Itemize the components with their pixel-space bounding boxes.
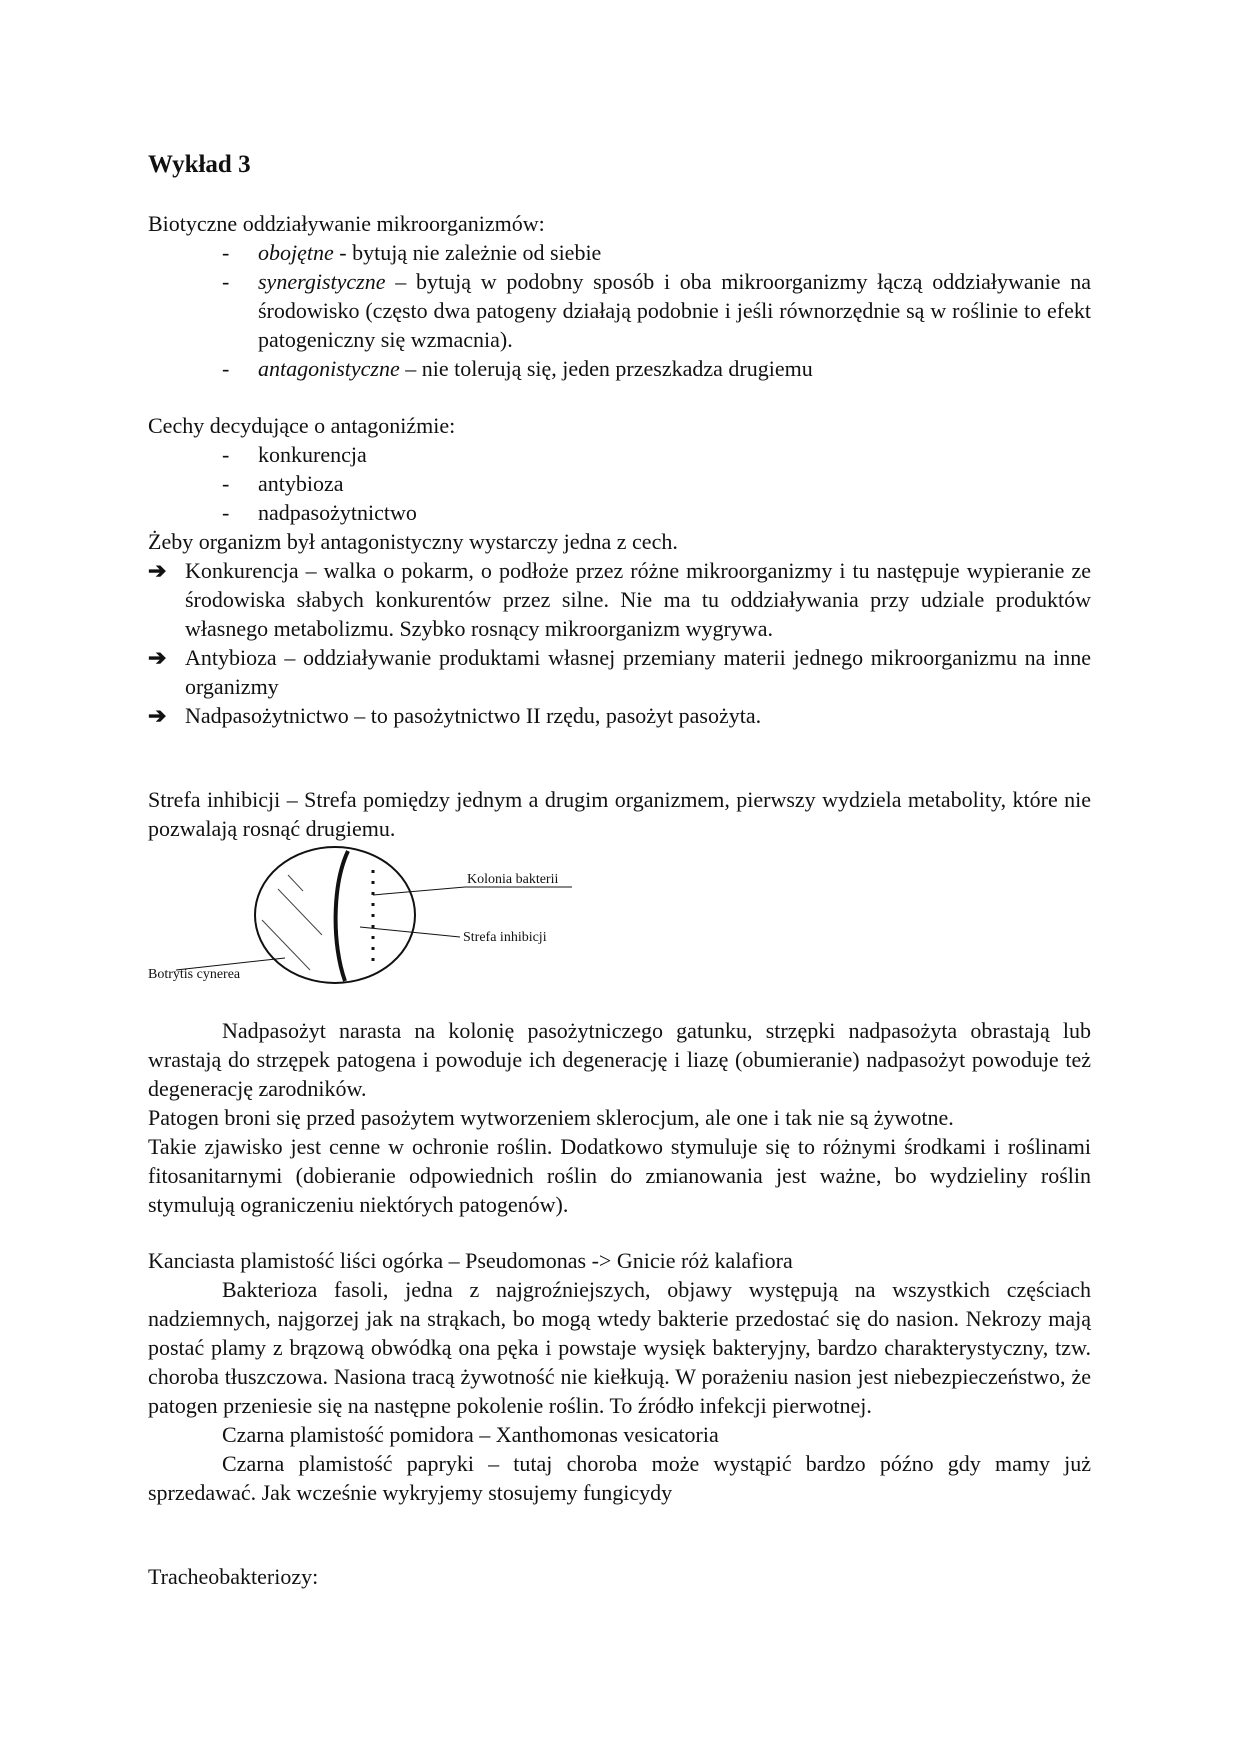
paragraph-start: Czarna plamistość pomidora – [222,1422,496,1447]
item-text: – bytują w podobny sposób i oba mikroorganizmy łączą oddziaływanie na środowisko (często dwa patogeny działają podobnie i jeśli równorzędnie są w roślinie to efekt patogeniczny się wzmacnia). [258,269,1091,352]
item-text: – nie tolerują się, jeden przeszkadza drugiemu [399,356,813,381]
arrow-right-icon: ➔ [148,645,167,670]
hatch-line [288,875,303,891]
list-item [148,238,1091,267]
definition-text: – Strefa pomiędzy jednym a drugim organizmem, pierwszy wydziela metabolity, które nie pozwalają rosnąć drugiemu. [148,787,1091,841]
paragraph [148,1420,1091,1449]
item-text: antybioza [258,471,344,496]
arrow-right-icon: ➔ [148,558,167,583]
bullet-dash: - [222,471,230,496]
section-intro: Cechy decydujące o antagoniźmie: [148,413,456,438]
leader-line-colony [373,887,465,895]
label-zone: Strefa inhibicji [463,930,547,945]
paragraph: Bakterioza fasoli, jedna z najgroźniejszych, objawy występują na wszystkich częściach nadziemnych, najgorzej jak na strąkach, bo mogą wtedy bakterie przedostać się do nasion. Nekrozy mają postać plamy z brązową obwódką ona pęka i powstaje wysięk bakteryjny, bardzo charakterystyczny, tzw. choroba tłuszczowa. Nasiona tracą żywotność nie kiełkują. W porażeniu nasion jest niebezpieczeństwo, że patogen przeniesie się na następne pokolenie roślin. To źródło infekcji pierwotnej. [148,1277,1091,1418]
item-text: – walka o pokarm, o podłoże przez różne mikroorganizmy i tu następuje wypieranie ze środowiska słabych konkurentów przez silne. Nie ma tu oddziaływania przy udziale produktów własnego metabolizmu. Szybko rosnący mikroorganizm wygrywa. [185,558,1091,641]
item-text: – to pasożytnictwo II rzędu, pasożyt pasożyta. [348,703,762,728]
heading-end: -> Gnicie róż kalafiora [586,1248,793,1273]
section-hyperparasite [148,1016,1091,1219]
arrow-item [148,643,1091,701]
section-antagonism [148,411,1091,730]
arrow-item [148,701,1091,730]
inhibition-zone-diagram [140,845,620,985]
list-item [148,469,1091,498]
term: synergistyczne [258,269,386,294]
heading-start: Kanciasta plamistość liści ogórka – [148,1248,466,1273]
list-item [148,267,1091,354]
hatch-line [262,920,310,970]
section-inhibition-zone [148,785,1091,843]
item-text: konkurencja [258,442,367,467]
petri-dish-svg [140,845,620,985]
hatch-line [278,889,322,935]
list-item [148,498,1091,527]
arrow-item [148,556,1091,643]
term: Xanthomonas vesicatoria [495,1422,719,1447]
paragraph: Czarna plamistość papryki – tutaj choroba może wystąpić bardzo późno gdy mamy już sprzedawać. Jak wcześnie wykryjemy stosujemy fungicydy [148,1451,1091,1505]
section-heading [148,1246,1091,1275]
term: Nadpasożytnictwo [185,703,349,728]
term: Pseudomonas [465,1248,587,1273]
list-item [148,440,1091,469]
paragraph: Takie zjawisko jest cenne w ochronie roślin. Dodatkowo stymuluje się to różnymi środkami i roślinami fitosanitarnymi (dobieranie odpowiednich roślin do zmianowania jest ważne, bo wydzieliny roślin stymulują ograniczeniu niektórych patogenów). [148,1134,1091,1217]
lecture-title: Wykład 3 [148,151,251,178]
term: antagonistyczne [258,356,400,381]
term: obojętne [258,240,334,265]
bullet-dash: - [222,356,230,381]
bullet-dash: - [222,269,230,294]
section-bacterioses [148,1246,1091,1507]
bullet-dash: - [222,442,230,467]
bullet-dash: - [222,240,230,265]
section-heading: Tracheobakteriozy: [148,1564,319,1589]
section-biotic-interactions [148,209,1091,383]
section-tracheobacterioses [148,1562,1091,1591]
section-intro: Biotyczne oddziaływanie mikroorganizmów: [148,211,545,236]
label-colony: Kolonia bakterii [467,872,559,887]
arrow-right-icon: ➔ [148,703,167,728]
term: Strefa inhibicji [148,787,281,812]
fungus-colony-edge [336,851,348,981]
paragraph: Patogen broni się przed pasożytem wytworzeniem sklerocjum, ale one i tak nie są żywotne. [148,1105,954,1130]
bullet-dash: - [222,500,230,525]
note: Żeby organizm był antagonistyczny wystarczy jedna z cech. [148,529,678,554]
item-text: nadpasożytnictwo [258,500,417,525]
paragraph: Nadpasożyt narasta na kolonię pasożytniczego gatunku, strzępki nadpasożyta obrastają lub wrastają do strzępek patogena i powoduje ich degenerację i liazę (obumieranie) nadpasożyt powoduje też degenerację zarodników. [148,1018,1091,1101]
term: Konkurencja [185,558,299,583]
item-text: - bytują nie zależnie od siebie [333,240,602,265]
list-item [148,354,1091,383]
item-text: – oddziaływanie produktami własnej przemiany materii jednego mikroorganizmu na inne organizmy [185,645,1091,699]
leader-line-zone [360,927,460,937]
term: Antybioza [185,645,277,670]
label-botrytis: Botrytis cynerea [148,967,241,982]
